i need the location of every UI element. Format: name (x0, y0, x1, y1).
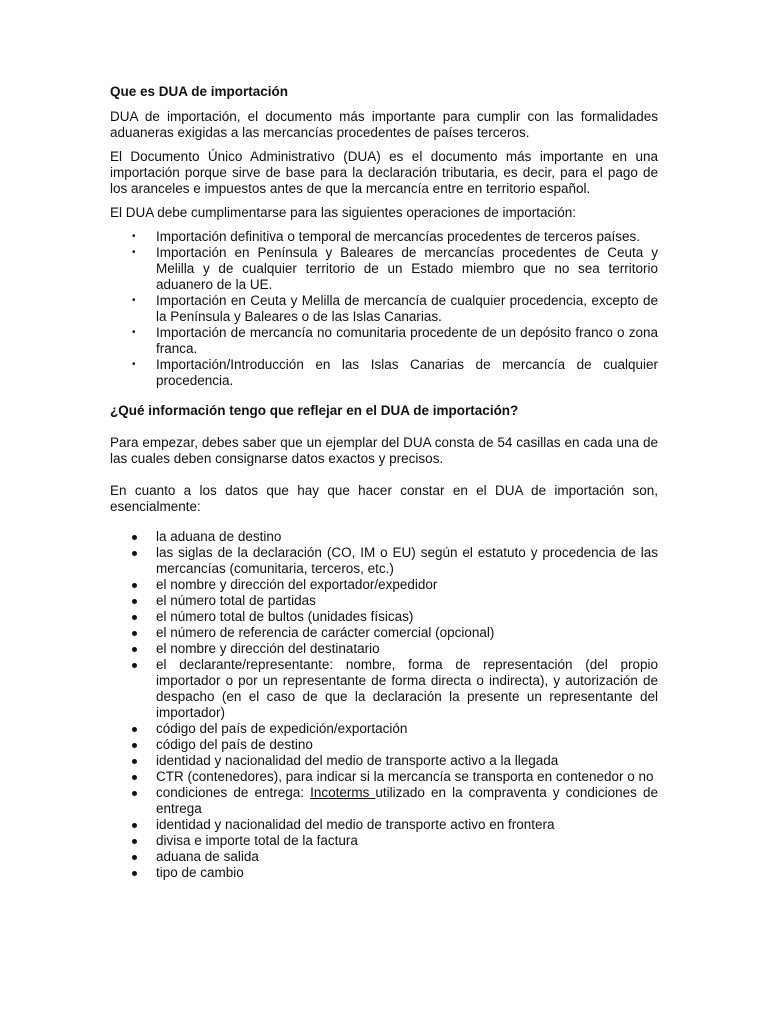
list-item-text: identidad y nacionalidad del medio de transporte activo en frontera (156, 817, 555, 832)
bullet-icon (132, 823, 137, 828)
bullet-icon (132, 855, 137, 860)
list-item-text: código del país de destino (156, 737, 313, 752)
bullet-icon: • (132, 359, 136, 370)
bullet-icon (132, 647, 137, 652)
list-item (110, 293, 658, 325)
bullet-icon: • (132, 231, 136, 242)
incoterms-after: utilizado en la compraventa y condiciones de entrega (156, 785, 658, 816)
section-title-dua: Que es DUA de importación (110, 84, 289, 99)
list-item (110, 817, 658, 833)
bullet-icon: • (132, 327, 136, 338)
list-item (110, 325, 658, 357)
bullet-icon (132, 871, 137, 876)
bullet-icon (132, 791, 137, 796)
list-item-incoterms (110, 785, 658, 817)
operations-list (110, 229, 658, 389)
bullet-icon (132, 775, 137, 780)
list-item (110, 833, 658, 849)
data-fields-list (110, 529, 658, 881)
list-item (110, 849, 658, 865)
paragraph-casillas: Para empezar, debes saber que un ejemplar del DUA consta de 54 casillas en cada una de las cuales deben consignarse datos exactos y precisos. (110, 435, 658, 466)
bullet-icon: • (132, 247, 136, 258)
paragraph-operations-intro: El DUA debe cumplimentarse para las siguientes operaciones de importación: (110, 205, 577, 220)
list-item (110, 753, 658, 769)
list-item (110, 545, 658, 577)
list-item-text: el número total de partidas (156, 593, 316, 608)
bullet-icon: • (132, 295, 136, 306)
list-item (110, 529, 658, 545)
bullet-icon (132, 631, 137, 636)
list-item (110, 229, 658, 245)
list-item-text: Importación de mercancía no comunitaria procedente de un depósito franco o zona franca. (156, 325, 658, 356)
section-title-info: ¿Qué información tengo que reflejar en el DUA de importación? (110, 403, 519, 418)
list-item-text: tipo de cambio (156, 865, 244, 880)
bullet-icon (132, 839, 137, 844)
list-item (110, 641, 658, 657)
bullet-icon (132, 551, 137, 556)
list-item-text: Importación en Ceuta y Melilla de mercancía de cualquier procedencia, excepto de la Península y Baleares o de las Islas Canarias. (156, 293, 658, 324)
list-item-text: las siglas de la declaración (CO, IM o EU) según el estatuto y procedencia de las mercancías (comunitaria, terceros, etc.) (156, 545, 658, 576)
incoterms-before: condiciones de entrega: (156, 785, 311, 800)
list-item-text: Importación en Península y Baleares de mercancías procedentes de Ceuta y Melilla y de cualquier territorio de un Estado miembro que no sea territorio aduanero de la UE. (156, 245, 658, 292)
bullet-icon (132, 599, 137, 604)
list-item-text: CTR (contenedores), para indicar si la mercancía se transporta en contenedor o no (156, 769, 654, 784)
list-item-text: Importación definitiva o temporal de mercancías procedentes de terceros países. (156, 229, 641, 244)
list-item-text: la aduana de destino (156, 529, 282, 544)
list-item-text: código del país de expedición/exportación (156, 721, 408, 736)
paragraph-datos-intro: En cuanto a los datos que hay que hacer constar en el DUA de importación son, esencialmente: (110, 483, 658, 514)
list-item-text: aduana de salida (156, 849, 259, 864)
bullet-icon (132, 663, 137, 668)
paragraph-definition: El Documento Único Administrativo (DUA) es el documento más importante en una importación porque sirve de base para la declaración tributaria, es decir, para el pago de los aranceles e impuestos antes de que la mercancía entre en territorio español. (110, 149, 658, 196)
list-item (110, 737, 658, 753)
paragraph-intro: DUA de importación, el documento más importante para cumplir con las formalidades aduaneras exigidas a las mercancías procedentes de países terceros. (110, 109, 658, 140)
list-item-text: el nombre y dirección del destinatario (156, 641, 380, 656)
list-item (110, 357, 658, 389)
bullet-icon (132, 727, 137, 732)
incoterms-link[interactable]: Incoterms (310, 785, 376, 800)
list-item-text: el declarante/representante: nombre, forma de representación (del propio importador o por un representante de forma directa o indirecta), y autorización de despacho (en el caso de que la declaración la presente un representante del importador) (156, 657, 658, 720)
list-item (110, 721, 658, 737)
list-item-text: identidad y nacionalidad del medio de transporte activo a la llegada (156, 753, 559, 768)
list-item (110, 625, 658, 641)
document-page (110, 84, 658, 881)
list-item (110, 245, 658, 293)
list-item (110, 865, 658, 881)
list-item (110, 593, 658, 609)
list-item (110, 657, 658, 721)
bullet-icon (132, 743, 137, 748)
list-item (110, 609, 658, 625)
bullet-icon (132, 759, 137, 764)
bullet-icon (132, 535, 137, 540)
list-item-text: el número de referencia de carácter comercial (opcional) (156, 625, 495, 640)
list-item-text: el número total de bultos (unidades físicas) (156, 609, 414, 624)
list-item-text: el nombre y dirección del exportador/expedidor (156, 577, 438, 592)
list-item (110, 577, 658, 593)
bullet-icon (132, 615, 137, 620)
list-item-text: Importación/Introducción en las Islas Canarias de mercancía de cualquier procedencia. (156, 357, 658, 388)
bullet-icon (132, 583, 137, 588)
list-item-text: divisa e importe total de la factura (156, 833, 358, 848)
list-item (110, 769, 658, 785)
